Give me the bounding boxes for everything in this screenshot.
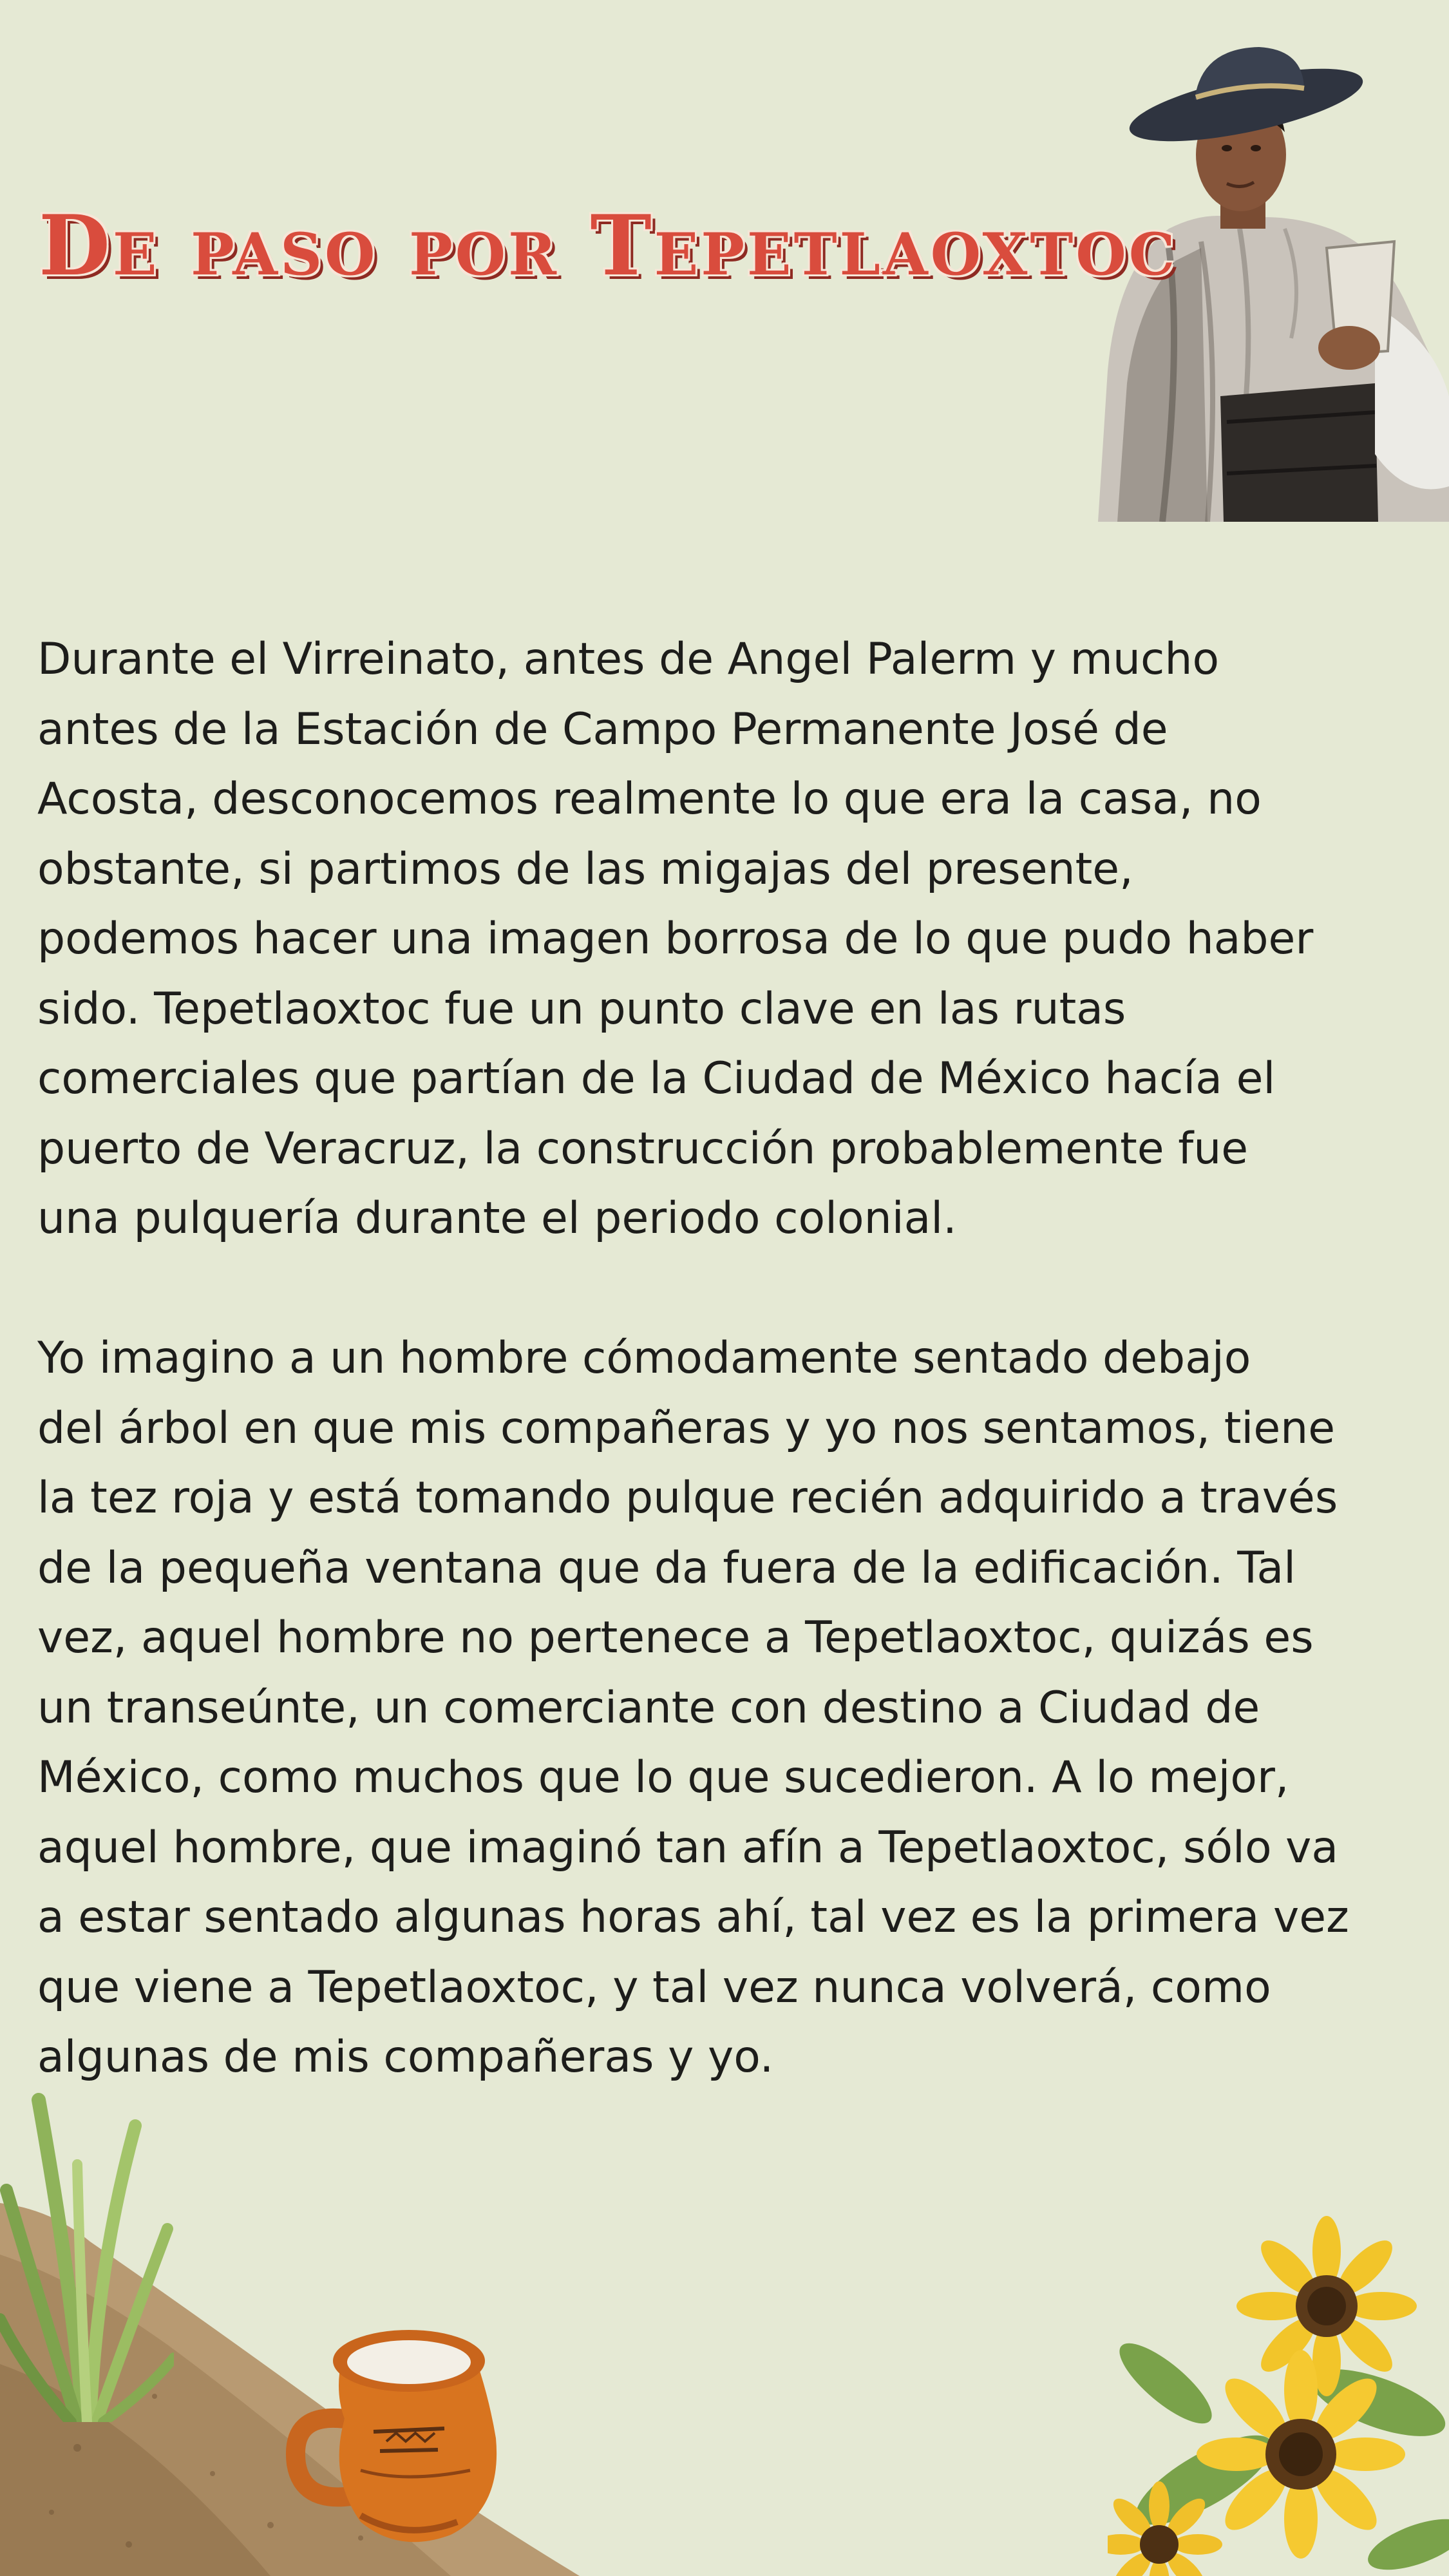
paragraph-1: Durante el Virreinato, antes de Angel Palerm y mucho antes de la Estación de Campo Permanente José de Acosta, desconocemos realmente lo que era la casa, no obstante, si partimos de las migajas del presente, podemos hacer una imagen borrosa de lo que pudo haber sido. Tepetlaoxtoc fue un punto clave en las rutas comerciales que partían de la Ciudad de México hacía el puerto de Veracruz, la construcción probablemente fue una pulquería durante el periodo colonial. <box>37 634 1314 1244</box>
jarrito-illustration <box>283 2322 525 2554</box>
agave-illustration <box>0 2087 174 2422</box>
sunflowers-illustration <box>1108 2209 1449 2576</box>
page-title: De paso por Tepetlaoxtoc <box>39 198 1178 294</box>
paragraph-2: Yo imagino a un hombre cómodamente sentado debajo del árbol en que mis compañeras y yo nos sentamos, tiene la tez roja y está tomando pulque recién adquirido a través de la pequeña ventana que da fuera de la edificación. Tal vez, aquel hombre no pertenece a Tepetlaoxtoc, quizás es un transeúnte, un comerciante con destino a Ciudad de México, como muchos que lo que sucedieron. A lo mejor, aquel hombre, que imaginó tan afín a Tepetlaoxtoc, sólo va a estar sentado algunas horas ahí, tal vez es la primera vez que viene a Tepetlaoxtoc, y tal vez nunca volverá, como algunas de mis compañeras y yo. <box>37 1333 1349 2083</box>
body-text <box>37 625 1409 2093</box>
